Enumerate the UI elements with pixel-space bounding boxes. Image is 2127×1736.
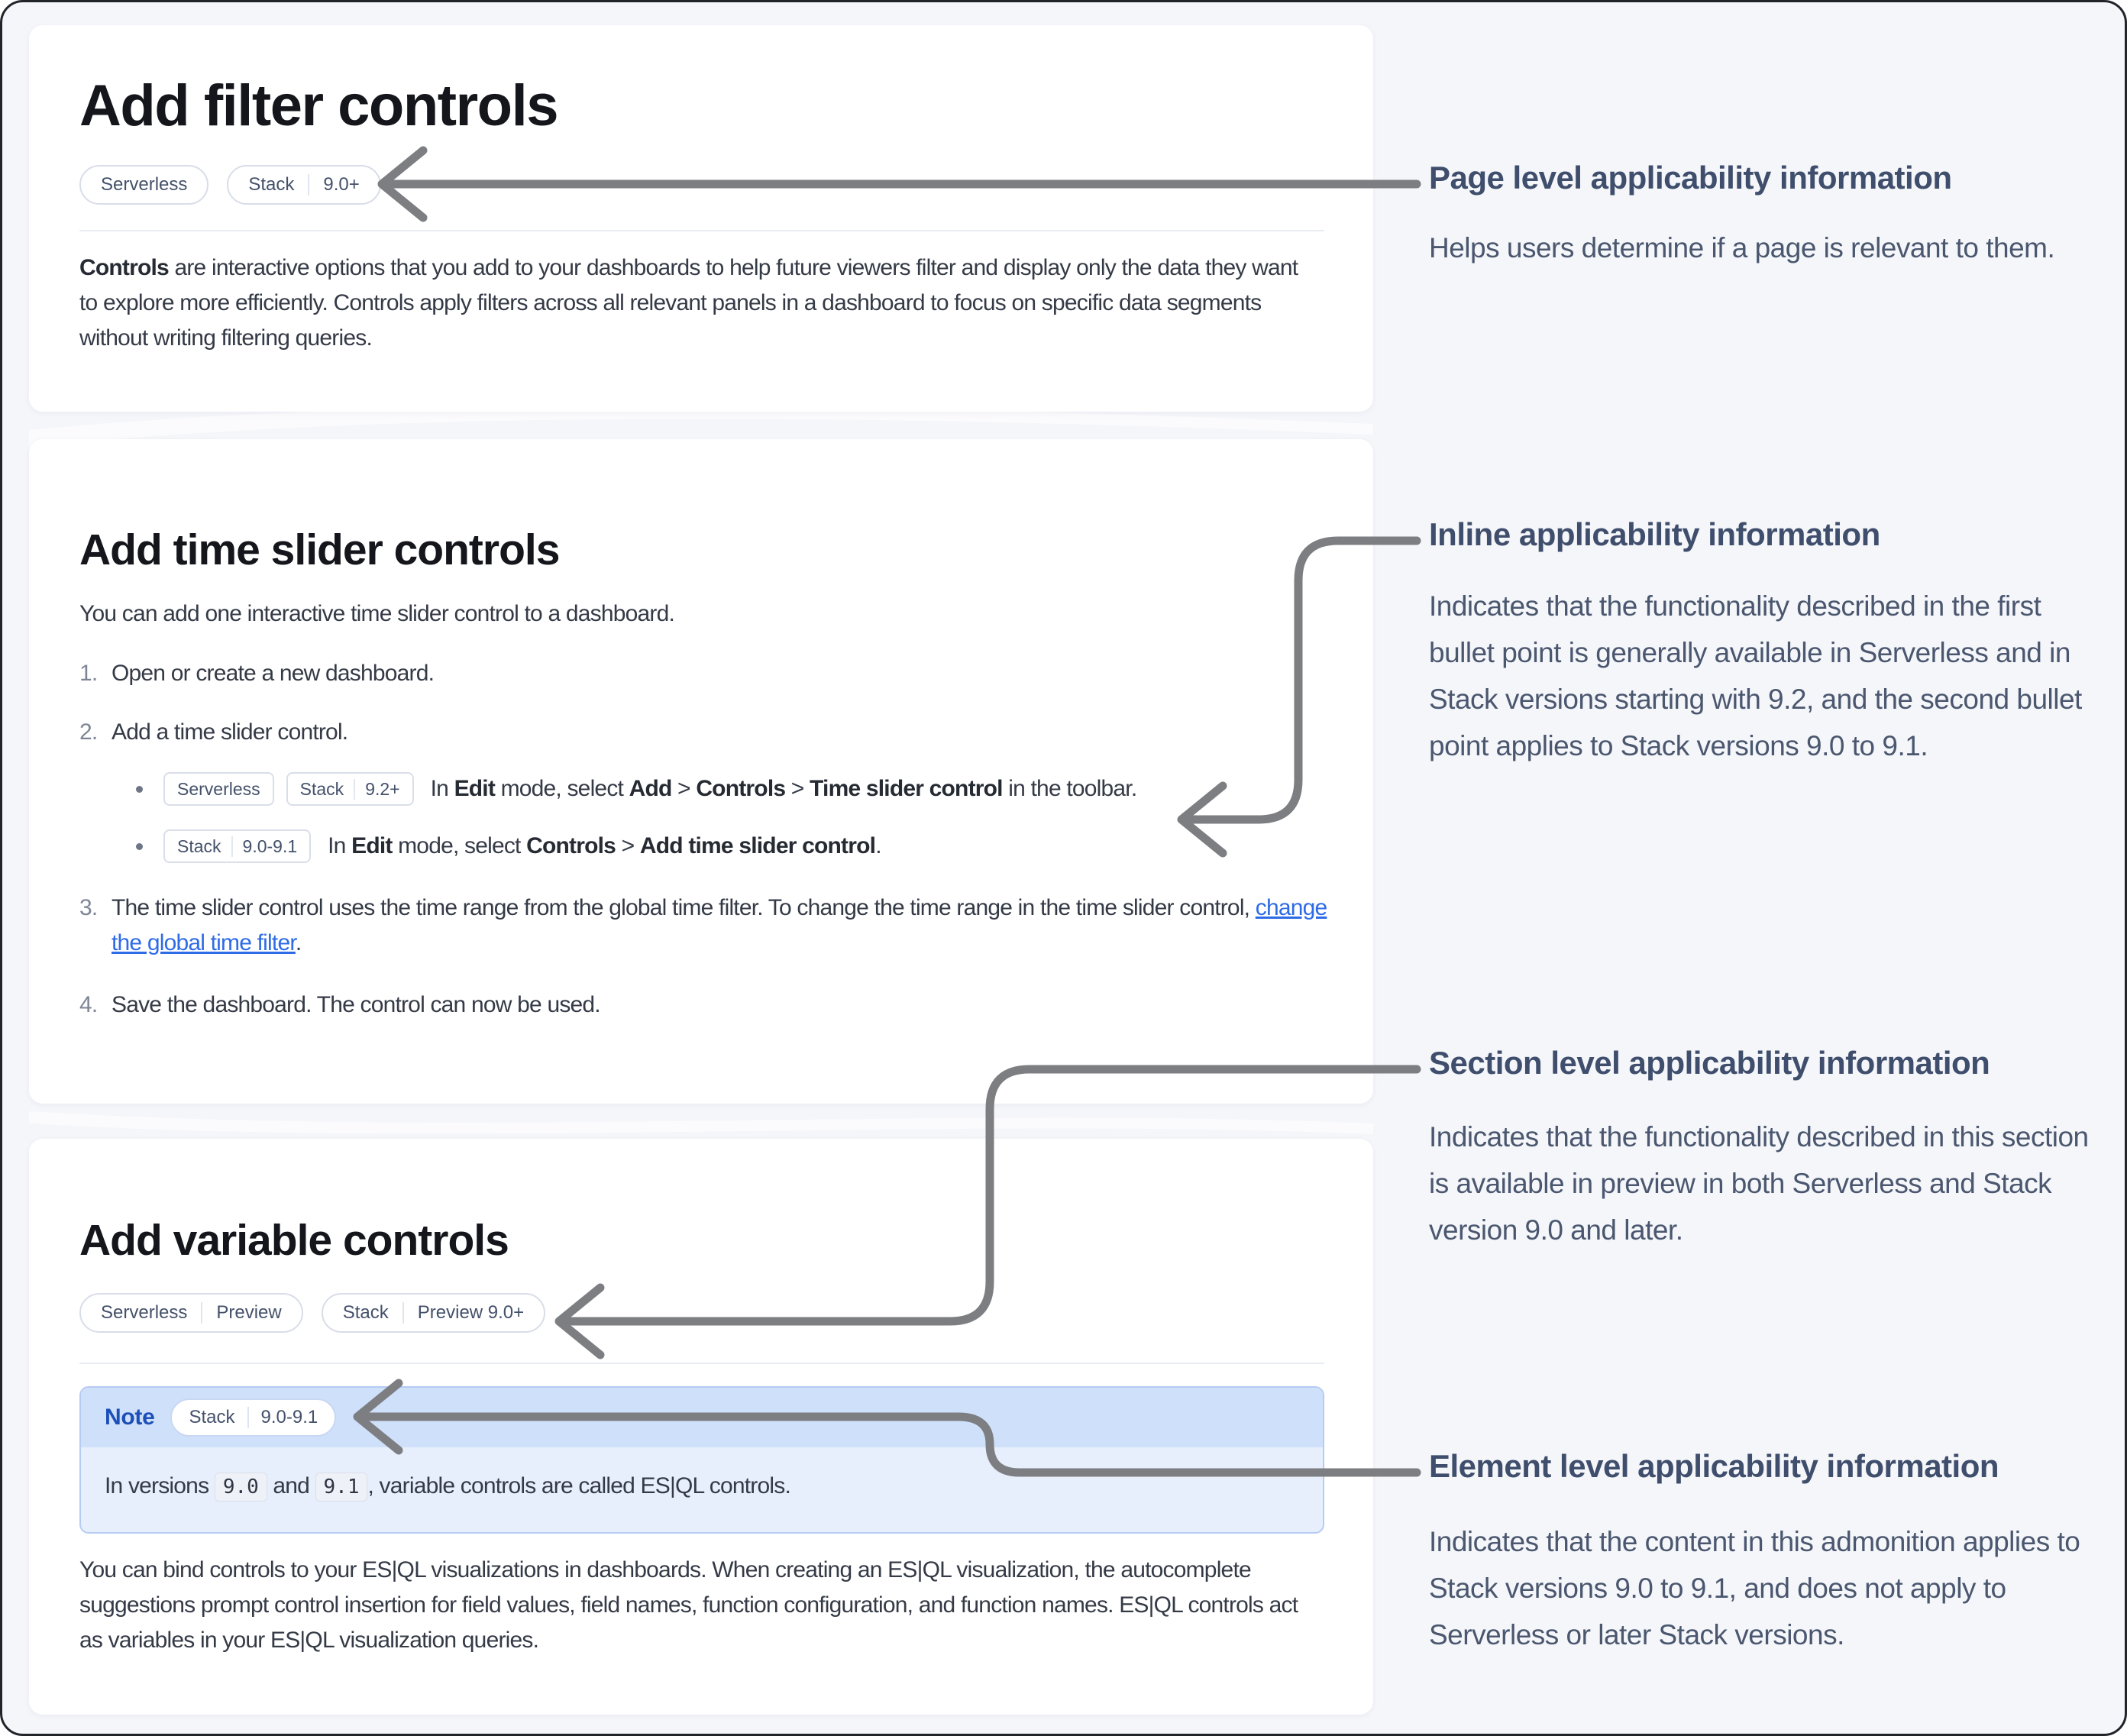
badge-label: Preview: [201, 1302, 281, 1324]
section-applicability-badges: [79, 1293, 545, 1333]
badge-product: Serverless: [101, 1302, 188, 1323]
annotation-inline-body: Indicates that the functionality described in the first bullet point is generally available in Serverless and in Stack versions starting with 9.2, and the second bullet point applies to Stack versions 9.0 to 9.1.: [1429, 590, 2082, 761]
stack-preview-badge[interactable]: [322, 1293, 545, 1333]
esql-paragraph: You can bind controls to your ES|QL visualizations in dashboards. When creating an ES|QL visualization, the autocomplete suggestions prompt control insertion for field values, field names, function configuration, and function names. ES|QL controls act as variables in your ES|QL visualization queries.: [79, 1557, 1298, 1653]
time-slider-intro: You can add one interactive time slider control to a dashboard.: [79, 601, 675, 626]
step-text: Add a time slider control.: [112, 719, 348, 745]
stack-92-inline-badge[interactable]: [286, 772, 414, 806]
bullet-icon: [136, 786, 143, 793]
annotation-element-body: Indicates that the content in this admonition applies to Stack versions 9.0 to 9.1, and does not apply to Serverless or later Stack versions.: [1429, 1526, 2080, 1650]
badge-product: Stack: [177, 836, 221, 856]
annotation-section-title: Section level applicability information: [1429, 1045, 1990, 1081]
page-applicability-badges: [79, 165, 381, 205]
badge-label: Serverless: [101, 174, 188, 195]
badge-label: Serverless: [177, 778, 260, 799]
bullet-serverless-stack-92: [136, 772, 1136, 806]
badge-version: 9.2+: [354, 779, 399, 800]
intro-paragraph: [79, 251, 1309, 356]
section-title-time-slider: Add time slider controls: [79, 525, 560, 574]
bullet-text: In Edit mode, select Controls > Add time slider control.: [328, 833, 881, 858]
step-text: Save the dashboard. The control can now be used.: [112, 992, 600, 1017]
annotation-inline-title: Inline applicability information: [1429, 516, 1880, 552]
step-number: 4.: [79, 992, 98, 1017]
note-body: In versions 9.0 and 9.1 , variable controls are called ES|QL controls.: [81, 1447, 1323, 1499]
step-number: 2.: [79, 719, 98, 745]
step-4: [79, 988, 1332, 1023]
serverless-preview-badge[interactable]: [79, 1293, 303, 1333]
annotation-page-level-body: Helps users determine if a page is relevant to them.: [1429, 232, 2055, 263]
step-3: [79, 891, 1332, 961]
section-title-variable: Add variable controls: [79, 1216, 509, 1265]
badge-label: Preview 9.0+: [402, 1302, 524, 1324]
badge-version: 9.0-9.1: [231, 836, 298, 857]
annotation-element-title: Element level applicability information: [1429, 1448, 1999, 1484]
annotation-page-level-title: Page level applicability information: [1429, 160, 1952, 196]
wave-bottom: [29, 1111, 1373, 1134]
note-header: [81, 1388, 1323, 1447]
filter-controls-card: [29, 25, 1373, 412]
note-admonition: [79, 1386, 1324, 1534]
badge-product: Stack: [248, 174, 295, 195]
stack-9091-inline-badge[interactable]: [163, 829, 311, 863]
variable-controls-card: [29, 1139, 1373, 1715]
badge-product: Stack: [342, 1302, 389, 1323]
global-time-filter-link[interactable]: change the global time filter: [112, 895, 1327, 955]
step-text: Open or create a new dashboard.: [112, 661, 435, 686]
stack-version-badge[interactable]: [227, 165, 380, 205]
code-chip-91: 9.1: [315, 1473, 368, 1502]
title-divider: [79, 230, 1324, 231]
note-stack-badge[interactable]: [170, 1398, 336, 1437]
step-number: 3.: [79, 895, 98, 920]
badge-product: Stack: [189, 1407, 235, 1427]
badge-product: Stack: [299, 778, 344, 799]
step-1: [79, 656, 1332, 691]
bold-word: Controls: [79, 255, 169, 280]
code-chip-90: 9.0: [215, 1473, 267, 1502]
paragraph-text: are interactive options that you add to your dashboards to help future viewers filter and display only the data they want to explore more efficiently. Controls apply filters across all relevant panels in a dashboard to focus on specific data segments without writing filtering queries.: [79, 255, 1298, 351]
section-divider: [79, 1363, 1324, 1364]
step-text: The time slider control uses the time range from the global time filter. To change the time range in the time slider control, change the global time filter.: [112, 895, 1327, 955]
step-number: 1.: [79, 661, 98, 686]
note-label: Note: [105, 1405, 155, 1430]
step-2: [79, 715, 1332, 750]
serverless-inline-badge[interactable]: [163, 772, 274, 806]
badge-version: 9.0+: [308, 174, 359, 196]
bullet-icon: [136, 843, 143, 850]
annotation-section-body: Indicates that the functionality described in this section is available in preview in both Serverless and Stack version 9.0 and later.: [1429, 1121, 2089, 1246]
serverless-badge[interactable]: [79, 165, 208, 205]
badge-version: 9.0-9.1: [247, 1407, 318, 1428]
bullet-stack-90-91: [136, 829, 881, 863]
page-title: Add filter controls: [79, 73, 558, 138]
bullet-text: In Edit mode, select Add > Controls > Time slider control in the toolbar.: [430, 776, 1137, 801]
time-slider-card: [29, 439, 1373, 1104]
